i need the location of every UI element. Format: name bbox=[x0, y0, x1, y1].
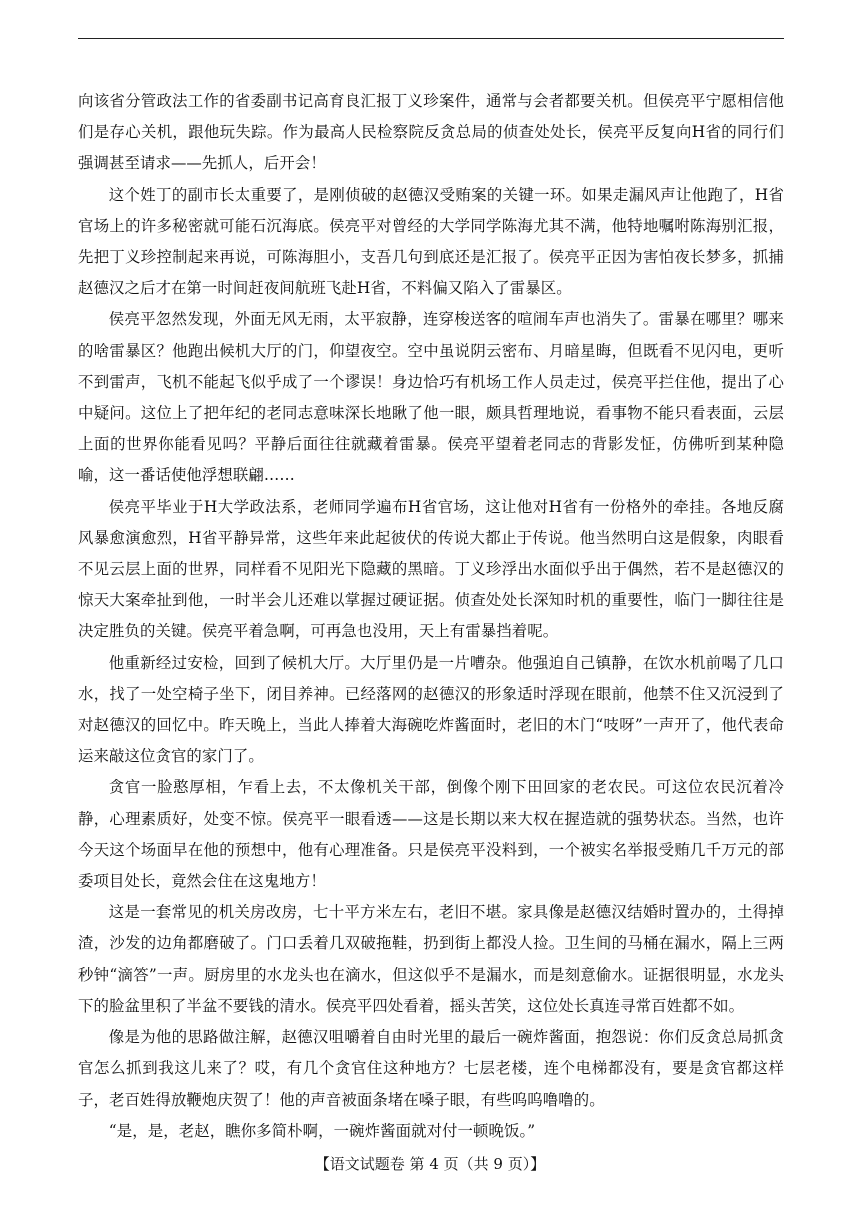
paragraph-3: 侯亮平忽然发现，外面无风无雨，太平寂静，连穿梭送客的喧闹车声也消失了。雷暴在哪里？哪来的啥雷暴区？他跑出候机大厅的门，仰望夜空。空中虽说阴云密布、月暗星晦，但既看不见闪电，更听不到雷声，飞机不能起飞似乎成了一个谬误！身边恰巧有机场工作人员走过，侯亮平拦住他，提出了心中疑问。这位上了把年纪的老同志意味深长地瞅了他一眼，颇具哲理地说，看事物不能只看表面，云层上面的世界你能看见吗？平静后面往往就藏着雷暴。侯亮平望着老同志的背影发怔，仿佛听到某种隐喻，这一番话使他浮想联翩…… bbox=[78, 310, 784, 485]
paragraph-7: 这是一套常见的机关房改房，七十平方米左右，老旧不堪。家具像是赵德汉结婚时置办的，土得掉渣，沙发的边角都磨破了。门口丢着几双破拖鞋，扔到街上都没人捡。卫生间的马桶在漏水，隔上三两秒钟“滴答”一声。厨房里的水龙头也在滴水，但这似乎不是漏水，而是刻意偷水。证据很明显，水龙头下的脸盆里积了半盆不要钱的清水。侯亮平四处看着，摇头苦笑，这位处长真连寻常百姓都不如。 bbox=[78, 903, 784, 1015]
paragraph-9: “是，是，老赵，瞧你多简朴啊，一碗炸酱面就对付一顿晚饭。” bbox=[108, 1121, 536, 1140]
paragraph-6: 贪官一脸憨厚相，乍看上去，不太像机关干部，倒像个刚下田回家的老农民。可这位农民沉着冷静，心理素质好，处变不惊。侯亮平一眼看透——这是长期以来大权在握造就的强势状态。当然，也许今天这个场面早在他的预想中，他有心理准备。只是侯亮平没料到，一个被实名举报受贿几千万元的部委项目处长，竟然会住在这鬼地方！ bbox=[78, 778, 784, 891]
paragraph-2: 这个姓丁的副市长太重要了，是刚侦破的赵德汉受贿案的关键一环。如果走漏风声让他跑了，H省官场上的许多秘密就可能石沉海底。侯亮平对曾经的大学同学陈海尤其不满，他特地嘱咐陈海别汇报，先把丁义珍控制起来再说，可陈海胆小，支吾几句到底还是汇报了。侯亮平正因为害怕夜长梦多，抓捕赵德汉之后才在第一时间赶夜间航班飞赴H省，不料偏又陷入了雷暴区。 bbox=[78, 185, 784, 298]
paragraph-1: 向该省分管政法工作的省委副书记高育良汇报丁义珍案件，通常与会者都要关机。但侯亮平宁愿相信他们是存心关机，跟他玩失踪。作为最高人民检察院反贪总局的侦查处处长，侯亮平反复向H省的同行们强调甚至请求——先抓人，后开会！ bbox=[78, 92, 784, 173]
page-footer: 【语文试题卷 第 4 页（共 9 页）】 bbox=[314, 1155, 546, 1173]
header-rule bbox=[78, 38, 784, 39]
paragraph-5: 他重新经过安检，回到了候机大厅。大厅里仍是一片嘈杂。他强迫自己镇静，在饮水机前喝了几口水，找了一处空椅子坐下，闭目养神。已经落网的赵德汉的形象适时浮现在眼前，他禁不住又沉浸到了对赵德汉的回忆中。昨天晚上，当此人捧着大海碗吃炸酱面时，老旧的木门“吱呀”一声开了，他代表命运来敲这位贪官的家门了。 bbox=[78, 653, 784, 766]
paragraph-8: 像是为他的思路做注解，赵德汉咀嚼着自由时光里的最后一碗炸酱面，抱怨说：你们反贪总局抓贪官怎么抓到我这儿来了？哎，有几个贪官住这种地方？七层老楼，连个电梯都没有，要是贪官都这样子，老百姓得放鞭炮庆贺了！他的声音被面条堵在嗓子眼，有些呜呜噜噜的。 bbox=[78, 1028, 784, 1109]
paragraph-4: 侯亮平毕业于H大学政法系，老师同学遍布H省官场，这让他对H省有一份格外的牵挂。各地反腐风暴愈演愈烈，H省平静异常，这些年来此起彼伏的传说大都止于传说。他当然明白这是假象，肉眼看不见云层上面的世界，同样看不见阳光下隐藏的黑暗。丁义珍浮出水面似乎出于偶然，若不是赵德汉的惊天大案牵扯到他，一时半会儿还难以掌握过硬证据。侦查处处长深知时机的重要性，临门一脚往往是决定胜负的关键。侯亮平着急啊，可再急也没用，天上有雷暴挡着呢。 bbox=[78, 497, 784, 641]
document-body bbox=[78, 86, 784, 1147]
